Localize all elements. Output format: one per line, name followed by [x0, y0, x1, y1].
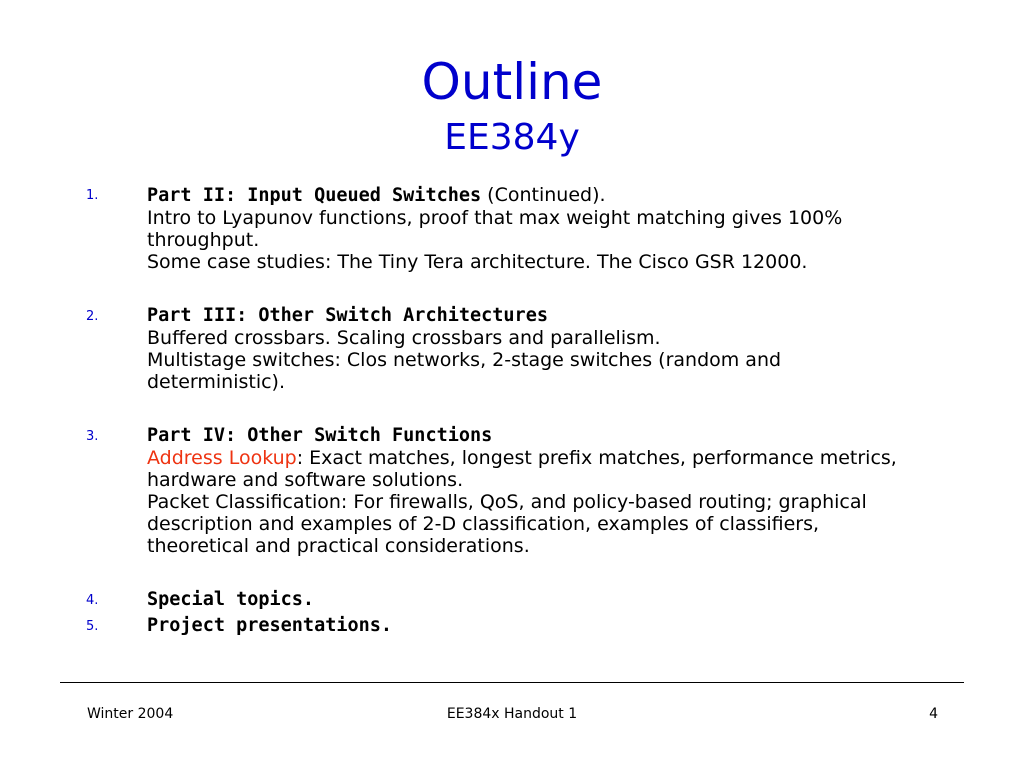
slide-title: Outline: [421, 53, 603, 111]
footer-left: Winter 2004: [87, 706, 174, 722]
item-line: Buffered crossbars. Scaling crossbars and parallelism.: [147, 327, 661, 349]
item-number: 4.: [86, 593, 99, 608]
item-line: Multistage switches: Clos networks, 2-stage switches (random and deterministic).: [147, 349, 782, 393]
item-line: [147, 447, 916, 491]
item-heading: Part III: Other Switch Architectures: [147, 305, 548, 326]
item-number: 5.: [86, 619, 99, 634]
item-number: 1.: [86, 188, 99, 203]
outline-item-1: [86, 184, 916, 273]
item-heading-line: [147, 184, 916, 207]
item-number: 2.: [86, 309, 99, 324]
item-heading: Part II: Input Queued Switches: [147, 185, 482, 206]
footer-center: EE384x Handout 1: [446, 706, 578, 722]
item-number: 3.: [86, 429, 99, 444]
footer-divider: [60, 682, 964, 683]
outline-item-3: [86, 425, 916, 557]
item-heading-note: (Continued).: [481, 184, 606, 206]
item-line: Packet Classification: For firewalls, QoS, and policy-based routing; graphical description and examples of 2-D classification, examples of classifiers, theoretical and practical considerations.: [147, 491, 867, 557]
page-number: 4: [929, 706, 938, 722]
address-lookup-highlight: Address Lookup: [147, 447, 297, 469]
item-heading: Project presentations.: [147, 615, 393, 636]
outline-list: [86, 184, 916, 637]
item-heading: Special topics.: [147, 589, 315, 610]
item-line-text: : Exact matches, longest prefix matches, performance metrics, hardware and software solutions.: [147, 447, 897, 491]
outline-item-2: [86, 305, 916, 393]
outline-item-4: [86, 589, 916, 611]
slide-subtitle: EE384y: [444, 117, 580, 158]
item-line: Some case studies: The Tiny Tera architecture. The Cisco GSR 12000.: [147, 251, 808, 273]
item-heading: Part IV: Other Switch Functions: [147, 425, 493, 446]
outline-item-5: [86, 615, 916, 637]
item-line: Intro to Lyapunov functions, proof that max weight matching gives 100% throughput.: [147, 207, 843, 251]
